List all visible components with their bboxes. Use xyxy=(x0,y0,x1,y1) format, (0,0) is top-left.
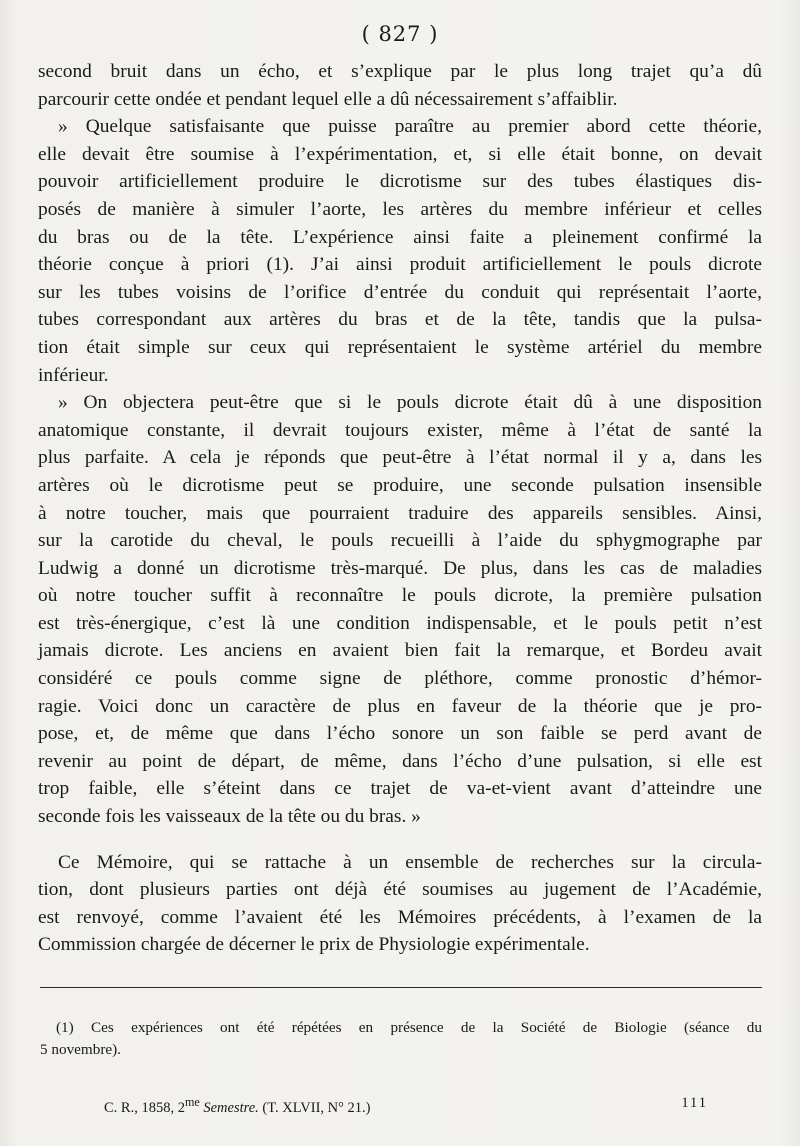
text-line: revenir au point de départ, de même, dans l’écho d’une pulsation, si elle est xyxy=(38,750,762,772)
text-line: sur la carotide du cheval, le pouls recueilli à l’aide du sphygmographe par xyxy=(38,530,762,552)
text-line: » On objectera peut-être que si le pouls dicrote était dû à une disposition xyxy=(58,392,762,414)
paragraph-2 xyxy=(38,113,762,389)
sheet-number: 111 xyxy=(681,1095,708,1111)
text-line: elle devait être soumise à l’expérimentation, et, si elle était bonne, on devait xyxy=(38,143,762,165)
text-line: tion était simple sur ceux qui représentaient le système artériel du membre xyxy=(38,336,762,358)
page-footer xyxy=(104,1095,708,1117)
citation-superscript: me xyxy=(184,1095,200,1109)
text-line: pouvoir artificiellement produire le dicrotisme sur des tubes élastiques dis- xyxy=(38,171,762,193)
text-line: est très-énergique, c’est là une condition indispensable, et le pouls petit n’est xyxy=(38,612,762,634)
text-line: considéré ce pouls comme signe de pléthore, comme pronostic d’hémor- xyxy=(38,668,762,690)
text-line: ragie. Voici donc un caractère de plus en faveur de la théorie que je pro- xyxy=(38,695,762,717)
citation-semester: Semestre. xyxy=(203,1099,259,1116)
text-line: Commission chargée de décerner le prix de Physiologie expérimentale. xyxy=(38,934,590,956)
paragraph-4 xyxy=(38,849,762,959)
text-line: » Quelque satisfaisante que puisse paraître au premier abord cette théorie, xyxy=(58,116,762,138)
page-number: ( 827 ) xyxy=(361,22,439,46)
text-line: seconde fois les vaisseaux de la tête ou du bras. » xyxy=(38,806,421,828)
footnote-line: (1) Ces expériences ont été répétées en présence de la Société de Biologie (séance du xyxy=(56,1019,762,1036)
paragraph-3 xyxy=(38,389,762,831)
text-line: second bruit dans un écho, et s’explique par le plus long trajet qu’a dû xyxy=(38,61,762,82)
text-line: parcourir cette ondée et pendant lequel elle a dû nécessairement s’affaiblir. xyxy=(38,88,618,110)
journal-citation xyxy=(104,1095,371,1117)
body-text xyxy=(38,58,762,959)
text-line: Ce Mémoire, qui se rattache à un ensemble de recherches sur la circula- xyxy=(58,851,762,873)
text-line: du bras ou de la tête. L’expérience ainsi faite a pleinement confirmé la xyxy=(38,226,762,248)
text-line: pose, et, de même que dans l’écho sonore un son faible se perd avant de xyxy=(38,723,762,745)
text-line: jamais dicrote. Les anciens en avaient bien fait la remarque, et Bordeu avait xyxy=(38,640,762,662)
text-line: trop faible, elle s’éteint dans ce trajet de va-et-vient avant d’atteindre une xyxy=(38,778,762,800)
text-line: inférieur. xyxy=(38,364,109,386)
text-line: Ludwig a donné un dicrotisme très-marqué. De plus, dans les cas de maladies xyxy=(38,557,762,579)
footnote-line: 5 novembre). xyxy=(40,1041,121,1058)
text-line: où notre toucher suffit à reconnaître le pouls dicrote, la première pulsation xyxy=(38,585,762,607)
text-line: posés de manière à simuler l’aorte, les artères du membre inférieur et celles xyxy=(38,198,762,220)
text-line: tubes correspondant aux artères du bras et de la tête, tandis que la pulsa- xyxy=(38,309,762,331)
text-line: est renvoyé, comme l’avaient été les Mémoires précédents, à l’examen de la xyxy=(38,906,762,928)
text-line: tion, dont plusieurs parties ont déjà été soumises au jugement de l’Académie, xyxy=(38,879,762,901)
text-line: anatomique constante, il devrait toujours exister, même à l’état de santé la xyxy=(38,419,762,441)
citation-volume: (T. XLVII, N° 21.) xyxy=(262,1099,371,1116)
text-line: plus parfaite. A cela je réponds que peut-être à l’état normal il y a, dans les xyxy=(38,447,762,469)
footnote-separator xyxy=(40,987,762,988)
text-line: sur les tubes voisins de l’orifice d’entrée du conduit qui représentait l’aorte, xyxy=(38,281,762,303)
paragraph-1 xyxy=(38,58,762,113)
text-line: artères où le dicrotisme peut se produire, une seconde pulsation insensible xyxy=(38,474,762,496)
text-line: à notre toucher, mais que pourraient traduire des appareils sensibles. Ainsi, xyxy=(38,502,762,524)
text-line: théorie conçue à priori (1). J’ai ainsi produit artificiellement le pouls dicrote xyxy=(38,254,762,276)
paragraph-spacer xyxy=(38,831,762,849)
footnote xyxy=(40,1017,762,1061)
citation-prefix: C. R., 1858, 2 xyxy=(104,1099,185,1116)
